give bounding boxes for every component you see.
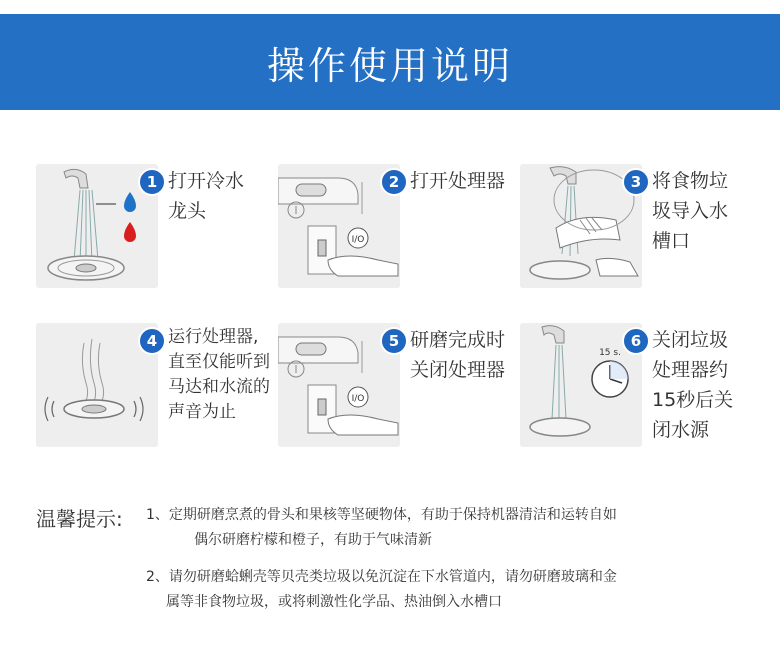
step-2-badge: 2 xyxy=(380,168,408,196)
cold-drop-icon xyxy=(124,192,136,212)
step-1-badge: 1 xyxy=(138,168,166,196)
step-1 xyxy=(36,164,276,294)
step-5-text: 研磨完成时 关闭处理器 xyxy=(410,329,506,381)
step-4-text: 运行处理器, 直至仅能听到 马达和水流的 声音为止 xyxy=(168,327,270,422)
step-4-badge: 4 xyxy=(138,327,166,355)
step-6-text: 关闭垃圾 处理器约 15秒后关 闭水源 xyxy=(652,329,734,441)
svg-text:I/O: I/O xyxy=(351,235,365,245)
step-3-badge: 3 xyxy=(622,168,650,196)
step-2-text: 打开处理器 xyxy=(410,170,506,192)
hot-drop-icon xyxy=(124,222,136,242)
step-3 xyxy=(520,164,760,294)
step-6-badge: 6 xyxy=(622,327,650,355)
page-title: 操作使用说明 xyxy=(266,43,513,88)
tips-label: 温馨提示: xyxy=(36,507,123,531)
tip-1: 1、定期研磨烹煮的骨头和果核等坚硬物体，有助于保持机器清洁和运转自如 xyxy=(146,507,617,523)
step-5 xyxy=(278,323,518,453)
tip-1-continued: 偶尔研磨柠檬和橙子，有助于气味清新 xyxy=(194,532,432,548)
tip-2-continued: 属等非食物垃圾，或将刺激性化学品、热油倒入水槽口 xyxy=(166,594,502,610)
step-1-text: 打开冷水 龙头 xyxy=(168,170,245,222)
title-banner xyxy=(0,14,780,110)
tip-2: 2、请勿研磨蛤蜊壳等贝壳类垃圾以免沉淀在下水管道内，请勿研磨玻璃和金 xyxy=(146,569,617,585)
svg-text:15 s.: 15 s. xyxy=(599,348,621,358)
step-4 xyxy=(36,323,276,453)
step-6 xyxy=(520,323,760,453)
step-3-text: 将食物垃 圾导入水 槽口 xyxy=(652,170,729,252)
svg-text:I/O: I/O xyxy=(351,394,365,404)
step-5-badge: 5 xyxy=(380,327,408,355)
step-2 xyxy=(278,164,518,294)
